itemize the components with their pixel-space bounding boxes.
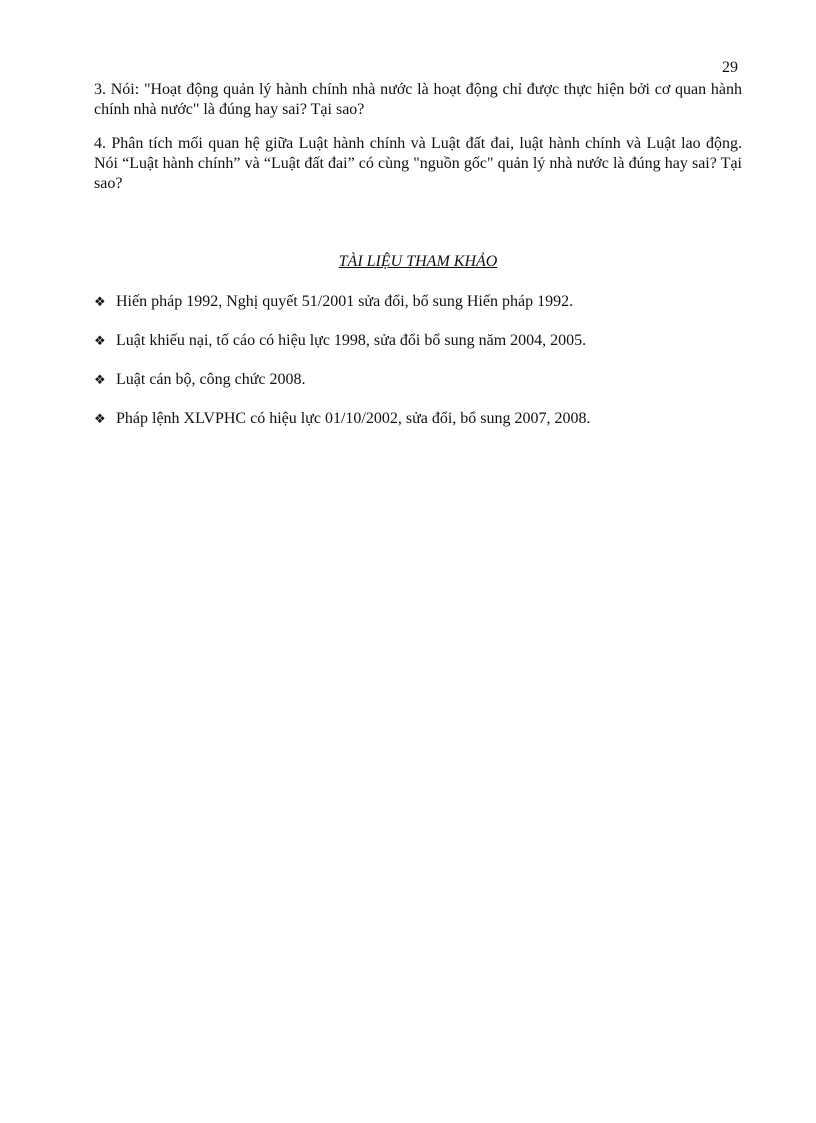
reference-text: Luật khiếu nại, tố cáo có hiệu lực 1998, sửa đổi bổ sung năm 2004, 2005.: [116, 332, 587, 349]
reference-text: Luật cán bộ, công chức 2008.: [116, 371, 306, 388]
diamond-bullet-icon: ❖: [94, 412, 106, 427]
references-list: [94, 292, 742, 430]
diamond-bullet-icon: ❖: [94, 373, 106, 388]
page-content: [94, 80, 742, 448]
question-3: 3. Nói: "Hoạt động quản lý hành chính nhà nước là hoạt động chỉ được thực hiện bởi cơ quan hành chính nhà nước" là đúng hay sai? Tại sao?: [94, 81, 742, 118]
diamond-bullet-icon: ❖: [94, 295, 106, 310]
page-number: 29: [722, 59, 738, 76]
reference-text: Pháp lệnh XLVPHC có hiệu lực 01/10/2002, sửa đổi, bổ sung 2007, 2008.: [116, 410, 591, 427]
reference-item: [94, 370, 742, 391]
diamond-bullet-icon: ❖: [94, 334, 106, 349]
reference-item: [94, 292, 742, 313]
reference-item: [94, 409, 742, 430]
reference-item: [94, 331, 742, 352]
reference-text: Hiến pháp 1992, Nghị quyết 51/2001 sửa đổi, bổ sung Hiến pháp 1992.: [116, 293, 574, 310]
question-4: 4. Phân tích mối quan hệ giữa Luật hành chính và Luật đất đai, luật hành chính và Luật lao động. Nói “Luật hành chính” và “Luật đất đai” có cùng "nguồn gốc" quản lý nhà nước là đúng hay sai? Tại sao?: [94, 135, 742, 192]
references-heading: TÀI LIỆU THAM KHẢO: [338, 253, 498, 270]
